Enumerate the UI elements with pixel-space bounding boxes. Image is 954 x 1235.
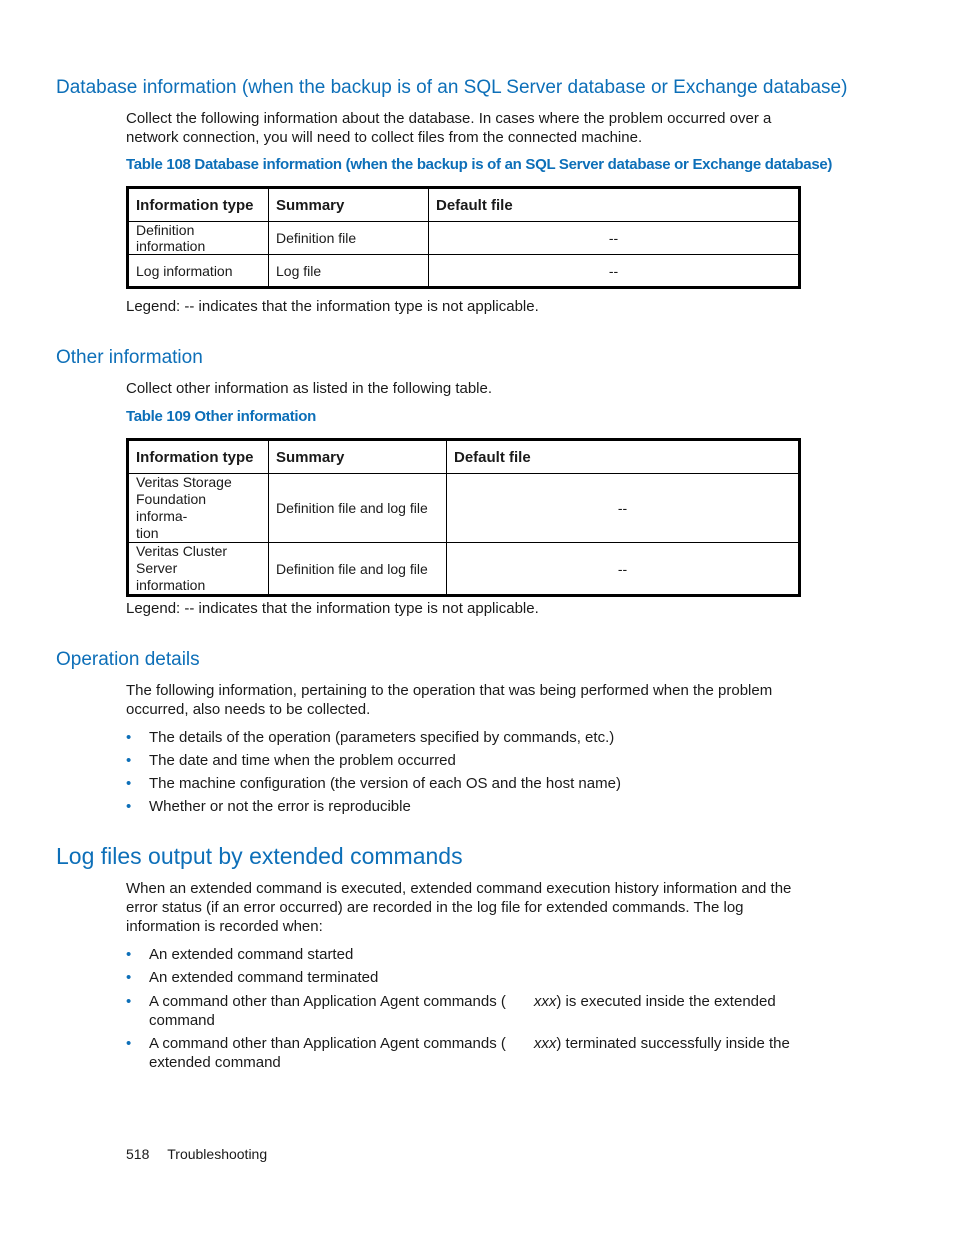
cell-line: Veritas Cluster Server: [136, 543, 228, 576]
bullet-icon: •: [126, 993, 132, 1010]
log-files-paragraph: [126, 879, 826, 936]
list-item-text: The machine configuration (the version of each OS and the host name): [149, 775, 621, 792]
list-item: [126, 797, 816, 816]
table-row: [128, 222, 800, 255]
log-files-heading: Log files output by extended commands: [56, 843, 463, 869]
table-108-legend: Legend: -- indicates that the information type is not applicable.: [126, 298, 539, 315]
operation-details-list: [126, 728, 816, 816]
log-files-list: [126, 945, 826, 1072]
header-summary: Summary: [269, 440, 447, 474]
cell-line: Veritas Storage: [136, 474, 232, 490]
db-info-heading: Database information (when the backup is of an SQL Server database or Exchange database): [56, 77, 848, 98]
header-summary: Summary: [269, 188, 429, 222]
list-item-text: The date and time when the problem occurred: [149, 752, 456, 769]
cell-summary: Definition file and log file: [269, 474, 447, 543]
header-default-file: Default file: [447, 440, 800, 474]
page-footer: [126, 1146, 267, 1162]
db-info-paragraph: [126, 109, 816, 147]
list-item: [126, 774, 816, 793]
bullet-icon: •: [126, 752, 132, 769]
cell-information-type: [128, 543, 269, 596]
list-item: [126, 992, 826, 1030]
list-item-text-pre: A command other than Application Agent commands (: [149, 1035, 506, 1052]
list-item-line: extended command: [149, 1054, 281, 1071]
table-108-caption: Table 108 Database information (when the backup is of an SQL Server database or Exchange database): [126, 156, 833, 173]
cell-default-file: --: [429, 222, 800, 255]
bullet-icon: •: [126, 969, 132, 986]
list-item: [126, 751, 816, 770]
bullet-icon: •: [126, 1035, 132, 1052]
placeholder-xxx: xxx: [533, 1035, 557, 1052]
list-item-text: An extended command started: [149, 946, 354, 963]
list-item-line: [149, 992, 826, 1011]
log-files-para-line: information is recorded when:: [126, 918, 323, 935]
operation-details-paragraph: [126, 681, 816, 719]
table-108: [126, 186, 801, 289]
bullet-icon: •: [126, 729, 132, 746]
list-item-text-post: ) is executed inside the extended: [556, 993, 776, 1010]
cell-default-file: --: [447, 474, 800, 543]
cell-information-type: Log information: [128, 255, 269, 288]
header-information-type: Information type: [128, 440, 269, 474]
header-information-type: Information type: [128, 188, 269, 222]
cell-information-type: Definition information: [128, 222, 269, 255]
list-item: [126, 945, 826, 964]
cell-default-file: --: [429, 255, 800, 288]
table-header-row: [128, 440, 800, 474]
list-item-text: The details of the operation (parameters specified by commands, etc.): [149, 729, 615, 746]
cell-summary: Definition file and log file: [269, 543, 447, 596]
cell-information-type: [128, 474, 269, 543]
operation-details-heading: Operation details: [56, 649, 200, 670]
bullet-icon: •: [126, 798, 132, 815]
list-item-text-pre: A command other than Application Agent commands (: [149, 993, 506, 1010]
table-109-legend: Legend: -- indicates that the information type is not applicable.: [126, 600, 539, 617]
cell-summary: Log file: [269, 255, 429, 288]
chapter-name: Troubleshooting: [167, 1146, 268, 1162]
list-item-line: [149, 1034, 826, 1053]
cell-line: information: [136, 577, 206, 593]
cell-line: tion: [136, 525, 159, 541]
cell-default-file: --: [447, 543, 800, 596]
table-109-caption: Table 109 Other information: [126, 408, 316, 425]
list-item-text-post: ) terminated successfully inside the: [556, 1035, 790, 1052]
bullet-icon: •: [126, 775, 132, 792]
list-item: [126, 728, 816, 747]
table-109: [126, 438, 801, 597]
list-item-line: command: [149, 1012, 215, 1029]
cell-line: Foundation informa-: [136, 491, 207, 524]
operation-para-line2: occurred, also needs to be collected.: [126, 701, 371, 718]
log-files-para-line: error status (if an error occurred) are recorded in the log file for extended commands. The log: [126, 899, 744, 916]
other-info-paragraph: Collect other information as listed in the following table.: [126, 380, 493, 397]
bullet-icon: •: [126, 946, 132, 963]
log-files-para-line: When an extended command is executed, extended command execution history information and the: [126, 880, 792, 897]
db-info-para-line2: network connection, you will need to collect files from the connected machine.: [126, 129, 643, 146]
table-header-row: [128, 188, 800, 222]
list-item-text: An extended command terminated: [149, 969, 379, 986]
list-item: [126, 1034, 826, 1072]
other-info-heading: Other information: [56, 347, 203, 368]
placeholder-xxx: xxx: [533, 993, 557, 1010]
header-default-file: Default file: [429, 188, 800, 222]
list-item-text: Whether or not the error is reproducible: [149, 798, 411, 815]
operation-para-line1: The following information, pertaining to the operation that was being performed when the problem: [126, 682, 773, 699]
table-row: [128, 255, 800, 288]
table-row: [128, 474, 800, 543]
page-number: 518: [126, 1146, 150, 1162]
table-row: [128, 543, 800, 596]
db-info-para-line1: Collect the following information about the database. In cases where the problem occurred over a: [126, 110, 772, 127]
cell-summary: Definition file: [269, 222, 429, 255]
list-item: [126, 968, 826, 987]
